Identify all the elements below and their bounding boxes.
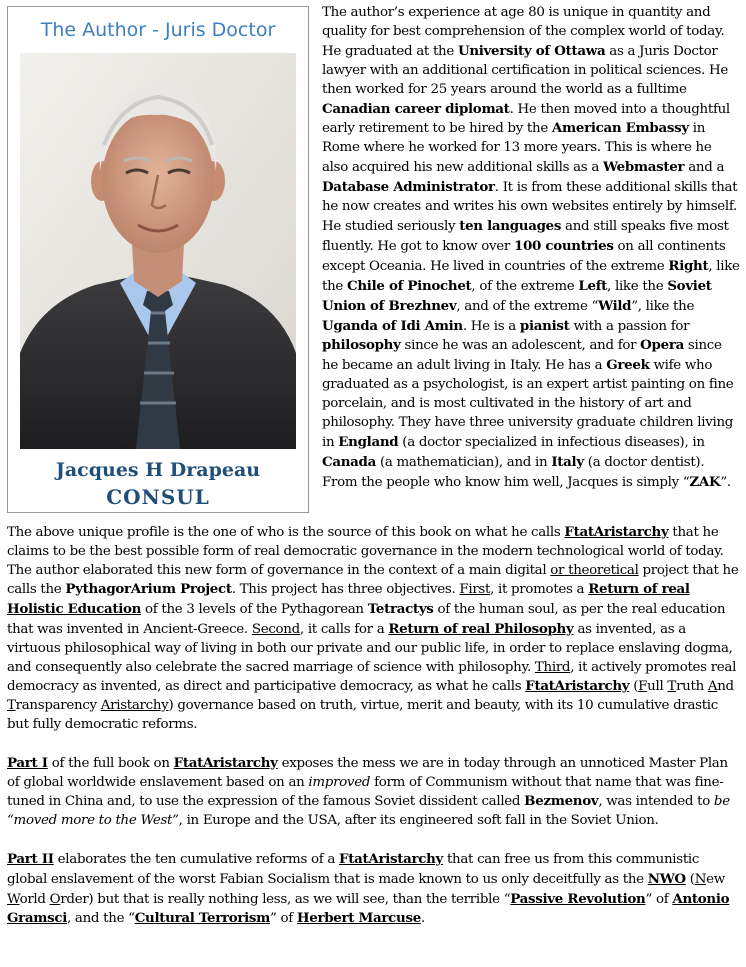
text-run: University of Ottawa xyxy=(457,42,606,59)
author-portrait xyxy=(20,53,296,449)
text-run: in Rome where he worked for 13 more years. This is where he also acquired his new additional skills as a xyxy=(322,121,712,176)
text-run: Opera xyxy=(640,337,684,354)
text-run: Left xyxy=(578,277,608,294)
paragraph-profile xyxy=(7,523,741,735)
text-run: England xyxy=(338,433,399,450)
text-run: Wild xyxy=(598,297,632,314)
text-run: ruth xyxy=(676,679,708,695)
text-run: form of Communism without that name that was fine-tuned in China and, to use the expression of the famous Soviet dissident called xyxy=(7,774,724,810)
text-run: , it actively promotes real democracy as invented, as direct and participative democracy, as what he calls xyxy=(7,659,737,695)
text-run: , and of the extreme “ xyxy=(456,298,599,314)
text-run: and a xyxy=(684,160,725,176)
text-run: . It is from these additional skills that he now creates and writes his own websites entirely by himself. He studied seriously xyxy=(322,180,738,234)
text-run: Greek xyxy=(606,357,650,374)
text-run: PythagorArium Project xyxy=(65,581,232,598)
text-run: . This project has three objectives. xyxy=(231,582,460,598)
text-run: as a Juris Doctor lawyer with an additional certification in political sciences. He then worked for 25 years around the world as a fulltime xyxy=(322,43,729,97)
text-run: be “moved more to the West” xyxy=(7,794,730,829)
text-run: ) governance based on truth, virtue, merit and beauty, with its 10 cumulative drastic but fully democratic reforms. xyxy=(7,698,718,732)
text-run: project that he calls the xyxy=(7,562,739,598)
text-run: Part I xyxy=(7,754,48,771)
text-run: ” of xyxy=(270,911,297,927)
text-run: ”. xyxy=(720,474,731,490)
text-run: wife who graduated as a psychologist, is an expert artist painting on fine porcelain, and is most cultivated in the history of art and philosophy. They have three university graduate children living in xyxy=(322,358,734,450)
text-run: philosophy xyxy=(322,337,401,354)
text-run: ZAK xyxy=(689,473,721,490)
text-run: Cultural Terrorism xyxy=(134,910,271,927)
text-run: The author’s experience at age 80 is unique in quantity and quality for best comprehension of the complex world of today. He graduated at the xyxy=(322,5,725,59)
text-run: Chile of Pinochet xyxy=(347,277,472,294)
text-run: Part II xyxy=(7,850,54,867)
text-run: since he was an adolescent, and for xyxy=(400,338,641,354)
text-run: Third xyxy=(534,659,571,675)
text-run: . xyxy=(420,911,425,927)
text-run: O xyxy=(49,891,61,907)
text-run: Antonio Gramsci xyxy=(7,890,730,927)
text-run: (a mathematician), and in xyxy=(376,454,552,470)
text-run: (a doctor dentist). From the people who know him well, Jacques is simply “ xyxy=(322,454,705,490)
text-run: ten languages xyxy=(459,217,562,234)
text-run: W xyxy=(7,891,20,907)
text-run: ew xyxy=(706,871,725,887)
text-run: since he became an adult living in Italy. He has a xyxy=(322,338,722,374)
text-run: exposes the mess we are in today through an unnoticed Master Plan of global worldwide enslavement based on an xyxy=(7,755,728,790)
text-run: Right xyxy=(668,257,709,274)
text-run: 100 countries xyxy=(513,237,614,254)
text-run: with a passion for xyxy=(569,318,690,334)
text-run: ( xyxy=(629,679,639,695)
paragraph-part-one xyxy=(7,754,741,831)
author-photo-box xyxy=(7,6,309,513)
text-run: N xyxy=(694,871,707,887)
text-run: or xyxy=(550,562,565,578)
text-run: orld xyxy=(19,891,50,907)
text-run: Return of real Philosophy xyxy=(388,620,574,637)
text-run: American Embassy xyxy=(551,120,689,137)
text-run: Second xyxy=(251,621,300,637)
text-run: ull xyxy=(647,679,668,695)
text-run: Aristarchy xyxy=(100,698,169,714)
photo-header: The Author - Juris Doctor xyxy=(40,19,276,41)
text-run: , it calls for a xyxy=(299,621,389,637)
text-run: Tetractys xyxy=(367,601,434,618)
paragraph-part-two xyxy=(7,850,741,929)
author-bio xyxy=(322,4,740,493)
text-run: . He is a xyxy=(462,318,520,334)
text-run: rder) but that is really nothing less, as we will see, than the terrible “ xyxy=(60,891,511,907)
text-run: as invented, as a virtuous philosophical way of living in both our private and our public life, in order to replace enslaving dogma, and consequently also celebrate the sacred marriage of science with philosophy. xyxy=(7,621,733,675)
text-run: Webmaster xyxy=(602,159,685,176)
text-run: FtatAristarchy xyxy=(525,678,630,695)
text-run: FtatAristarchy xyxy=(339,850,444,867)
text-run: ” of xyxy=(645,891,673,907)
text-run: Herbert Marcuse xyxy=(296,910,421,927)
text-run: pianist xyxy=(519,317,570,334)
text-run: on all continents except Oceania. He lived in countries of the extreme xyxy=(322,238,726,274)
author-title: CONSUL xyxy=(106,485,210,509)
text-run: NWO xyxy=(647,870,686,887)
text-run: FtatAristarchy xyxy=(173,754,278,771)
text-run: Passive Revolution xyxy=(510,890,646,907)
text-run: , it promotes a xyxy=(490,582,589,598)
text-run: A xyxy=(707,679,718,695)
text-run: ”, like the xyxy=(631,298,695,314)
text-run: FtatAristarchy xyxy=(564,524,669,540)
text-run: of the human soul, as per the real education that was invented in Ancient-Greece. xyxy=(7,602,726,637)
text-run: and still speaks five most fluently. He got to know over xyxy=(322,218,729,254)
text-run: nd xyxy=(717,679,734,695)
text-run: ransparency xyxy=(15,698,101,714)
book-description xyxy=(7,523,741,929)
text-run: Database Administrator xyxy=(322,179,495,196)
text-run: theoretical xyxy=(564,562,639,578)
text-run: Canada xyxy=(322,453,376,470)
text-run: Canadian career diplomat xyxy=(322,100,510,117)
text-run: T xyxy=(7,698,16,714)
text-run: of the 3 levels of the Pythagorean xyxy=(141,602,368,618)
text-run: , and the “ xyxy=(67,911,135,927)
text-run: . He then moved into a thoughtful early retirement to be hired by the xyxy=(322,101,730,137)
text-run: Return of real Holistic Education xyxy=(7,581,690,618)
text-run: , in Europe and the USA, after its engineered soft fall in the Soviet Union. xyxy=(178,813,659,829)
text-run: The above unique profile is the one of who is the source of this book on what he calls xyxy=(7,525,565,540)
text-run: , was intended to xyxy=(598,794,714,810)
text-run: elaborates the ten cumulative reforms of a xyxy=(53,851,339,867)
text-run: that can free us from this communistic global enslavement of the worst Fabian Socialism that is made known to us only deceitfully as the xyxy=(7,851,700,887)
text-run: Bezmenov xyxy=(524,793,599,810)
text-run: ( xyxy=(685,871,695,887)
text-run: , like the xyxy=(607,278,668,294)
text-run: Italy xyxy=(551,453,584,470)
text-run: (a doctor specialized in infectious diseases), in xyxy=(398,434,705,450)
text-run: Soviet Union of Brezhnev xyxy=(322,277,712,314)
text-run: Uganda of Idi Amin xyxy=(322,317,463,334)
text-run: improved xyxy=(308,774,371,790)
text-run: F xyxy=(638,679,648,695)
text-run: , like the xyxy=(322,258,740,294)
text-run: that he claims to be the best possible form of real democratic governance in the modern technological world of today. The author elaborated this new form of governance in the context of a main digital xyxy=(7,525,724,578)
text-run: , of the extreme xyxy=(471,278,579,294)
text-run: of the full book on xyxy=(47,755,174,771)
text-run: T xyxy=(667,679,677,695)
author-name: Jacques H Drapeau xyxy=(55,459,261,481)
text-run: First xyxy=(459,582,491,598)
